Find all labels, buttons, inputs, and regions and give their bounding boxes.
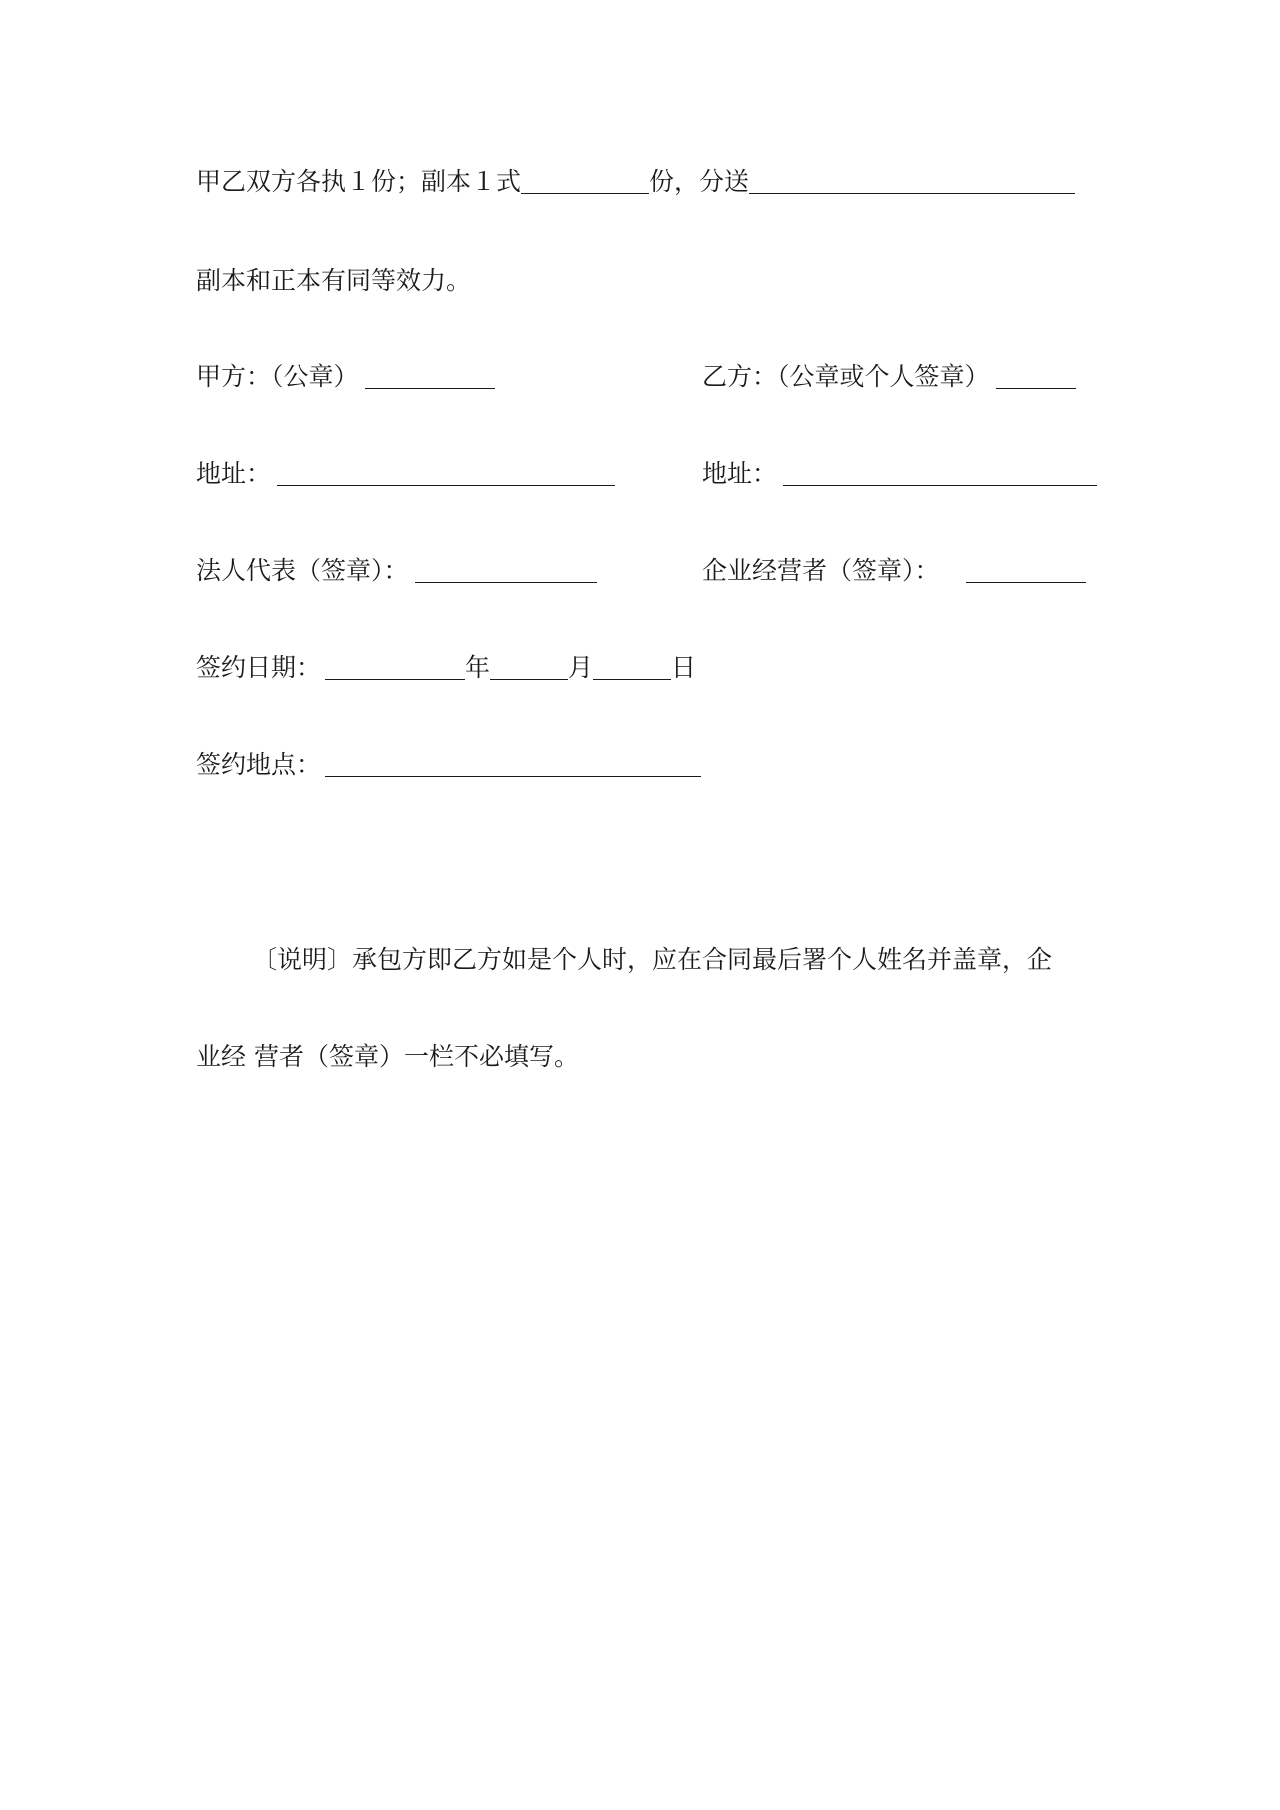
operator-label: 企业经营者（签章）： [702, 556, 940, 585]
note-line-2: 业经 营者（签章）一栏不必填写。 [196, 1042, 579, 1071]
month-label: 月 [568, 653, 594, 682]
party-b-address-label: 地址： [702, 459, 778, 488]
party-b-address-field [702, 458, 1097, 490]
party-a-seal-blank[interactable] [365, 366, 495, 389]
note-line-1: 〔说明〕承包方即乙方如是个人时，应在合同最后署个人姓名并盖章，企 [252, 945, 1053, 974]
party-a-label: 甲方：（公章） [196, 362, 359, 391]
copies-count-blank[interactable] [521, 171, 649, 194]
party-b-address-blank[interactable] [783, 463, 1097, 486]
party-b-seal-blank[interactable] [996, 366, 1076, 389]
sign-place-label: 签约地点： [196, 750, 322, 779]
sign-year-blank[interactable] [325, 657, 465, 680]
copies-text-2: 份，分送 [649, 167, 750, 196]
distribute-to-blank[interactable] [749, 171, 1075, 194]
party-a-seal-field [196, 361, 495, 393]
party-a-address-field [196, 458, 615, 490]
sign-date-line [196, 652, 696, 684]
party-b-seal-field [702, 361, 1076, 393]
sign-date-label: 签约日期： [196, 653, 322, 682]
legal-rep-label: 法人代表（签章）： [196, 556, 409, 585]
party-a-address-blank[interactable] [277, 463, 615, 486]
sign-month-blank[interactable] [490, 657, 568, 680]
sign-place-blank[interactable] [325, 754, 701, 777]
year-label: 年 [465, 653, 491, 682]
copies-line [196, 166, 1075, 198]
legal-rep-field [196, 555, 597, 587]
day-label: 日 [671, 653, 697, 682]
validity-line: 副本和正本有同等效力。 [196, 266, 472, 295]
legal-rep-blank[interactable] [415, 560, 597, 583]
sign-day-blank[interactable] [593, 657, 671, 680]
party-a-address-label: 地址： [196, 459, 272, 488]
operator-field [702, 555, 1086, 587]
copies-text-1: 甲乙双方各执１份；副本１式 [196, 167, 522, 196]
operator-blank[interactable] [966, 560, 1086, 583]
sign-place-line [196, 749, 701, 781]
party-b-label: 乙方：（公章或个人签章） [702, 362, 990, 391]
